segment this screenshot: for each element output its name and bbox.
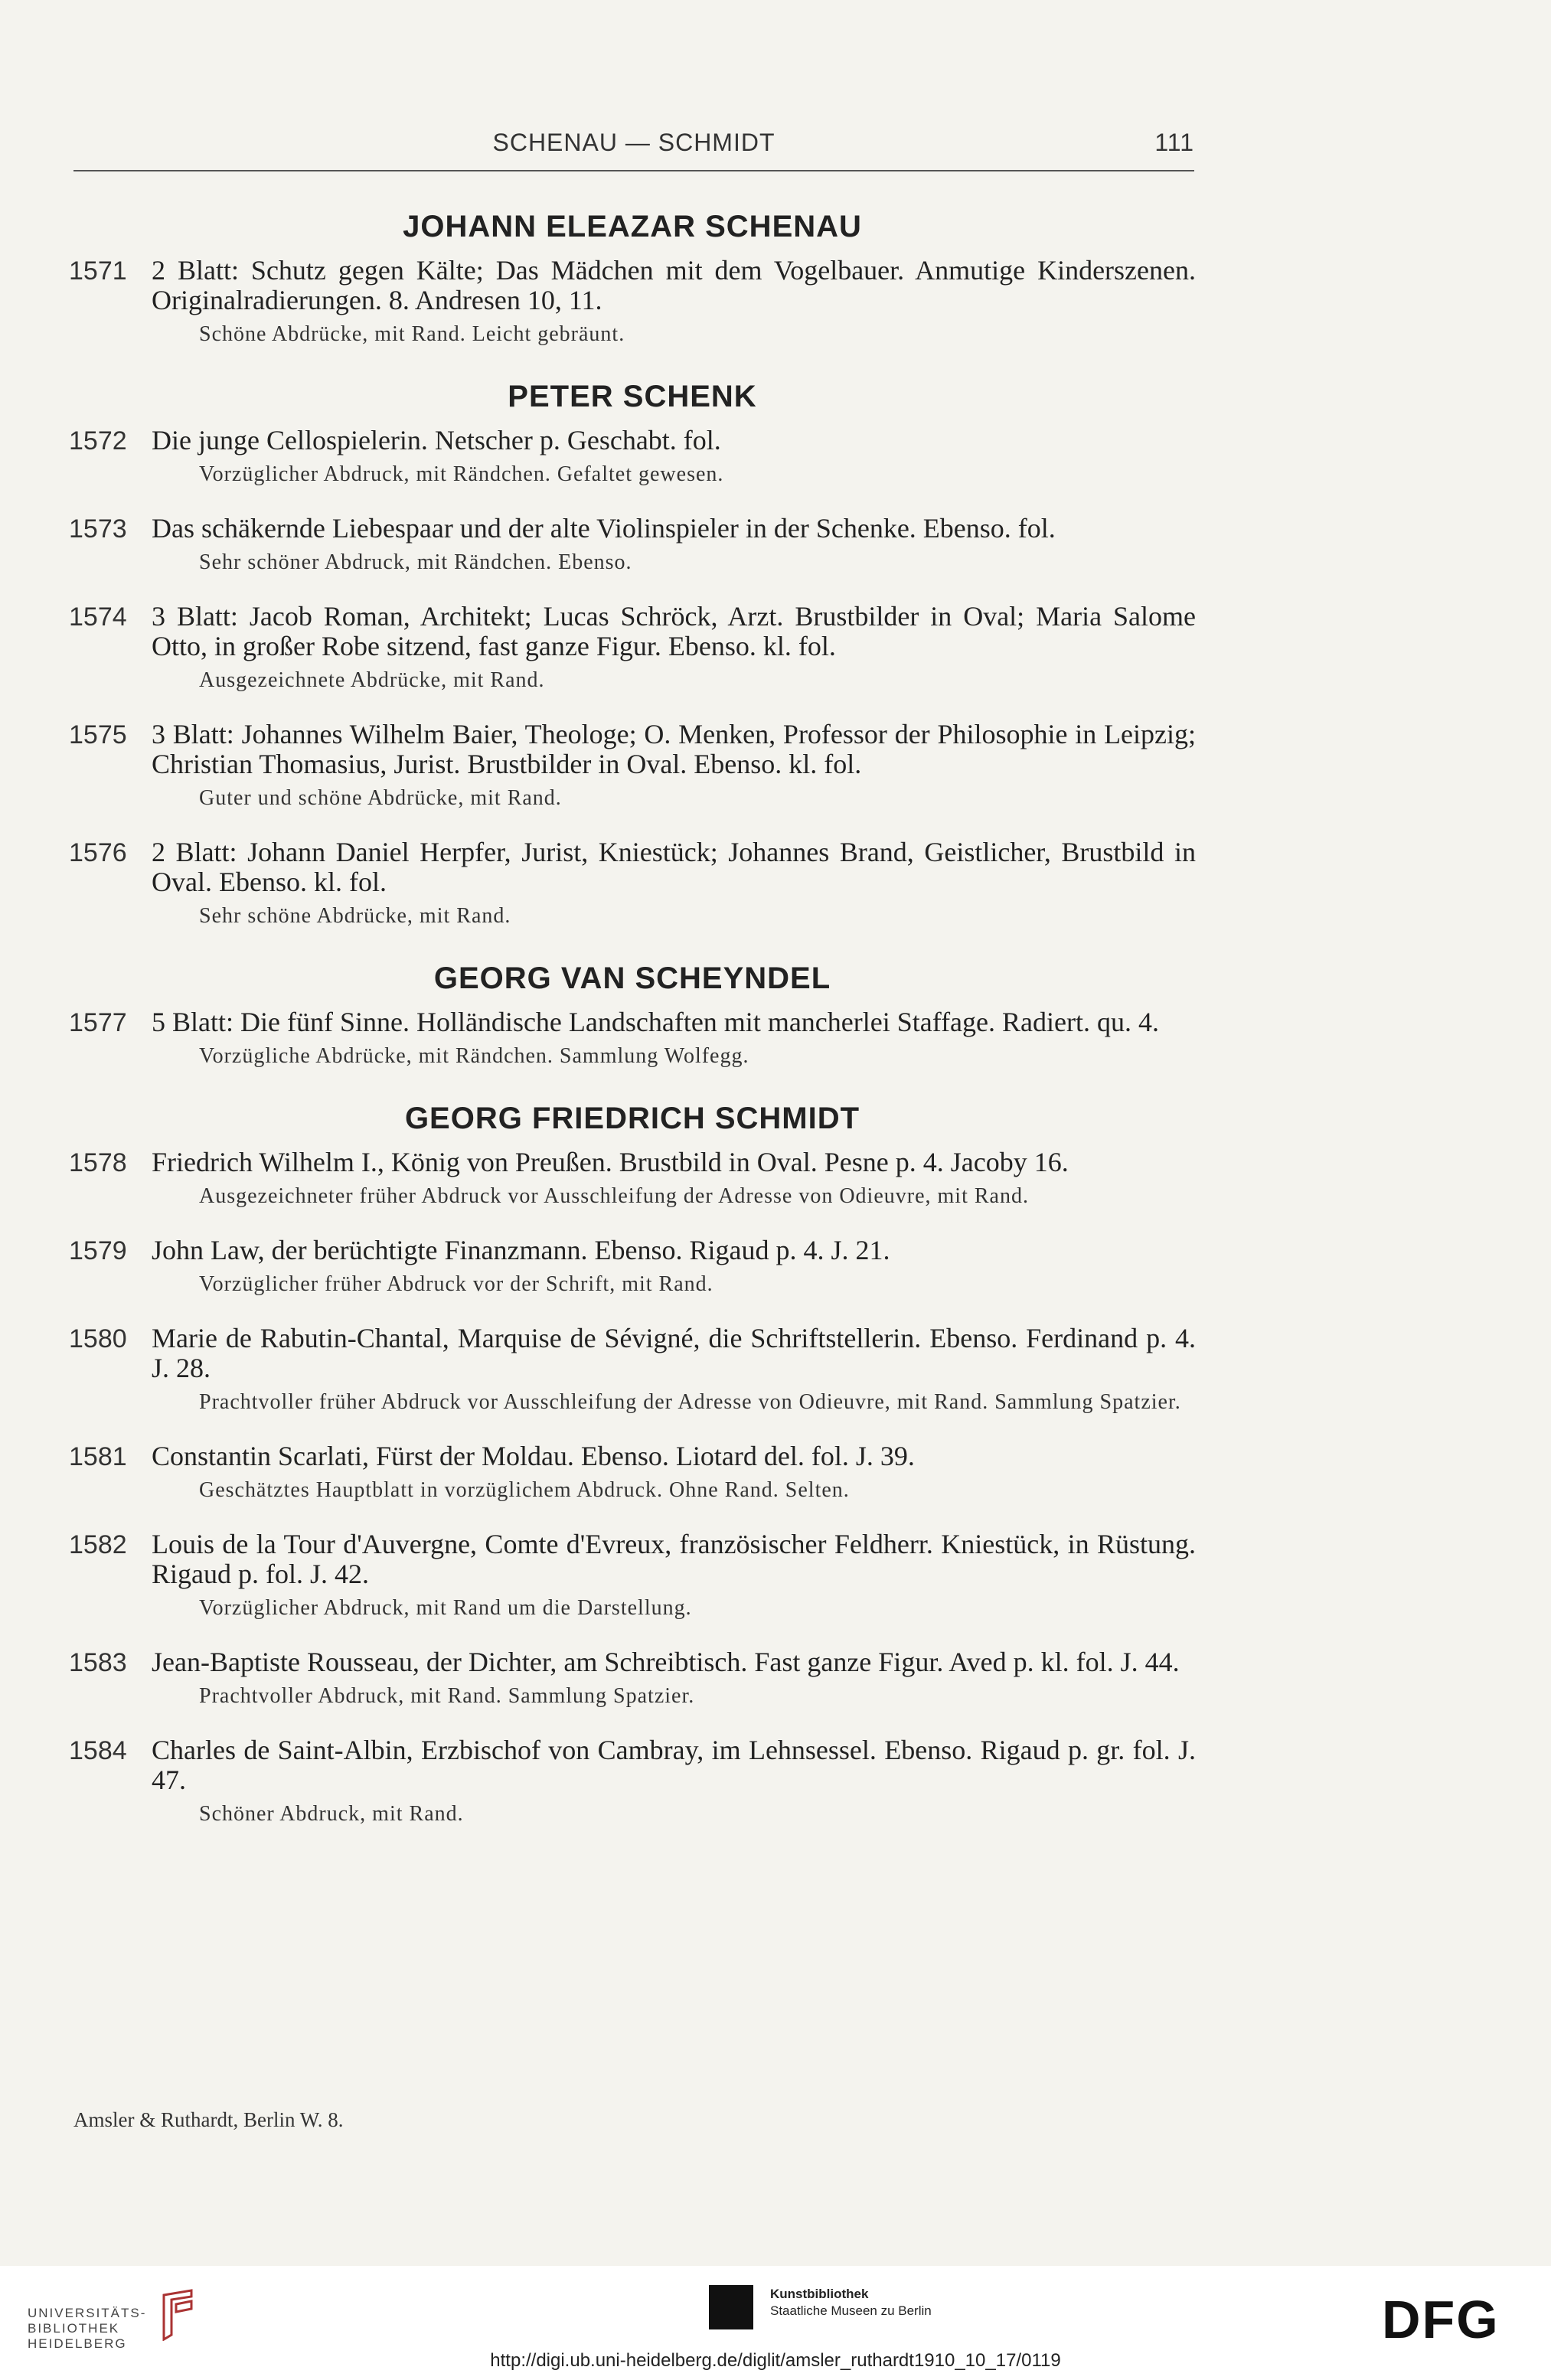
catalog-entry bbox=[69, 514, 1196, 577]
lot-number: 1572 bbox=[69, 426, 127, 455]
condition-note: Sehr schöner Abdruck, mit Rändchen. Ebenso. bbox=[199, 550, 632, 574]
catalog-entry bbox=[69, 720, 1196, 813]
lot-number: 1581 bbox=[69, 1442, 127, 1471]
lot-number: 1582 bbox=[69, 1530, 127, 1559]
condition-note: Guter und schöne Abdrücke, mit Rand. bbox=[199, 786, 562, 810]
artist-heading: GEORG FRIEDRICH SCHMIDT bbox=[404, 1102, 860, 1135]
artist-section bbox=[69, 207, 1196, 349]
artist-section bbox=[69, 377, 1196, 931]
catalog-entry bbox=[69, 837, 1196, 931]
university-line: HEIDELBERG bbox=[28, 2336, 127, 2351]
lot-number: 1580 bbox=[69, 1324, 127, 1353]
condition-note: Prachtvoller Abdruck, mit Rand. Sammlung Spatzier. bbox=[199, 1684, 695, 1708]
lot-description: 2 Blatt: Schutz gegen Kälte; Das Mädchen mit dem Vogelbauer. Anmutige Kinderszenen. Originalradierungen. 8. Andresen 10, 11. bbox=[152, 255, 1196, 315]
condition-note: Vorzüglicher früher Abdruck vor der Schrift, mit Rand. bbox=[199, 1272, 713, 1296]
condition-note: Vorzüglicher Abdruck, mit Rand um die Darstellung. bbox=[199, 1596, 692, 1620]
university-logo-icon bbox=[158, 2289, 198, 2341]
condition-note: Vorzügliche Abdrücke, mit Rändchen. Sammlung Wolfegg. bbox=[199, 1044, 749, 1068]
publisher-imprint: Amsler & Ruthardt, Berlin W. 8. bbox=[73, 2108, 344, 2131]
artist-section bbox=[69, 958, 1196, 1071]
condition-note: Geschätztes Hauptblatt in vorzüglichem Abdruck. Ohne Rand. Selten. bbox=[199, 1478, 850, 1502]
running-title: SCHENAU — SCHMIDT bbox=[492, 129, 776, 156]
condition-note: Schöne Abdrücke, mit Rand. Leicht gebräunt. bbox=[199, 322, 625, 346]
university-library-logo bbox=[28, 2306, 146, 2352]
lot-number: 1578 bbox=[69, 1148, 127, 1177]
lot-number: 1571 bbox=[69, 256, 127, 286]
catalog-content bbox=[69, 207, 1196, 1856]
artist-heading: JOHANN ELEAZAR SCHENAU bbox=[403, 210, 862, 243]
catalog-entry bbox=[69, 1647, 1196, 1711]
lot-description: 3 Blatt: Jacob Roman, Architekt; Lucas Schröck, Arzt. Brustbilder in Oval; Maria Salome Otto, in großer Robe sitzend, fast ganze Figur. Ebenso. kl. fol. bbox=[152, 601, 1196, 661]
lot-number: 1575 bbox=[69, 720, 127, 749]
lot-number: 1573 bbox=[69, 514, 127, 544]
dfg-logo: DFG bbox=[1382, 2290, 1500, 2349]
lot-description: Jean-Baptiste Rousseau, der Dichter, am Schreibtisch. Fast ganze Figur. Aved p. kl. fol. J. 44. bbox=[152, 1647, 1180, 1677]
lot-number: 1583 bbox=[69, 1648, 127, 1677]
lot-description: Charles de Saint-Albin, Erzbischof von Cambray, im Lehnsessel. Ebenso. Rigaud p. gr. fol. J. 47. bbox=[152, 1735, 1196, 1795]
kunstbibliothek-logo-icon bbox=[709, 2285, 753, 2329]
condition-note: Ausgezeichneter früher Abdruck vor Ausschleifung der Adresse von Odieuvre, mit Rand. bbox=[199, 1184, 1029, 1208]
lot-description: Das schäkernde Liebespaar und der alte Violinspieler in der Schenke. Ebenso. fol. bbox=[152, 513, 1056, 544]
university-line: BIBLIOTHEK bbox=[28, 2321, 120, 2336]
catalog-entry bbox=[69, 1735, 1196, 1829]
lot-description: 2 Blatt: Johann Daniel Herpfer, Jurist, Kniestück; Johannes Brand, Geistlicher, Brustbild in Oval. Ebenso. kl. fol. bbox=[152, 837, 1196, 897]
condition-note: Prachtvoller früher Abdruck vor Ausschleifung der Adresse von Odieuvre, mit Rand. Sammlung Spatzier. bbox=[199, 1390, 1181, 1414]
kunstbibliothek-label bbox=[770, 2286, 932, 2320]
lot-description: John Law, der berüchtigte Finanzmann. Ebenso. Rigaud p. 4. J. 21. bbox=[152, 1235, 890, 1265]
condition-note: Ausgezeichnete Abdrücke, mit Rand. bbox=[199, 668, 545, 692]
catalog-entry bbox=[69, 1148, 1196, 1211]
catalog-entry bbox=[69, 1324, 1196, 1417]
artist-heading: GEORG VAN SCHEYNDEL bbox=[433, 961, 831, 995]
artist-section bbox=[69, 1099, 1196, 1829]
condition-note: Sehr schöne Abdrücke, mit Rand. bbox=[199, 904, 511, 928]
lot-description: 3 Blatt: Johannes Wilhelm Baier, Theologe; O. Menken, Professor der Philosophie in Leipzig; Christian Thomasius, Jurist. Brustbilder in Oval. Ebenso. kl. fol. bbox=[152, 719, 1196, 779]
lot-number: 1574 bbox=[69, 602, 127, 632]
lot-description: Friedrich Wilhelm I., König von Preußen. Brustbild in Oval. Pesne p. 4. Jacoby 16. bbox=[152, 1147, 1069, 1177]
lot-description: Die junge Cellospielerin. Netscher p. Geschabt. fol. bbox=[152, 425, 721, 455]
condition-note: Vorzüglicher Abdruck, mit Rändchen. Gefaltet gewesen. bbox=[199, 462, 724, 486]
permalink-url[interactable]: http://digi.ub.uni-heidelberg.de/diglit/amsler_ruthardt1910_10_17/0119 bbox=[490, 2350, 1061, 2371]
lot-description: Marie de Rabutin-Chantal, Marquise de Sévigné, die Schriftstellerin. Ebenso. Ferdinand p. 4. J. 28. bbox=[152, 1323, 1196, 1383]
university-line: UNIVERSITÄTS- bbox=[28, 2306, 147, 2320]
page-number: 111 bbox=[1154, 129, 1194, 156]
catalog-entry bbox=[69, 1441, 1196, 1505]
lot-number: 1577 bbox=[69, 1008, 127, 1037]
lot-description: Louis de la Tour d'Auvergne, Comte d'Evreux, französischer Feldherr. Kniestück, in Rüstung. Rigaud p. fol. J. 42. bbox=[152, 1529, 1196, 1589]
catalog-entry bbox=[69, 602, 1196, 695]
lot-description: 5 Blatt: Die fünf Sinne. Holländische Landschaften mit mancherlei Staffage. Radiert. qu. 4. bbox=[152, 1007, 1159, 1037]
artist-heading: PETER SCHENK bbox=[508, 380, 757, 413]
lot-number: 1584 bbox=[69, 1736, 127, 1765]
catalog-entry bbox=[69, 1007, 1196, 1071]
catalog-entry bbox=[69, 1236, 1196, 1299]
lot-number: 1576 bbox=[69, 838, 127, 867]
catalog-entry bbox=[69, 256, 1196, 349]
catalog-entry bbox=[69, 426, 1196, 489]
header-rule bbox=[73, 170, 1194, 171]
kb-title: Kunstbibliothek bbox=[770, 2287, 869, 2301]
catalog-entry bbox=[69, 1530, 1196, 1623]
kb-subtitle: Staatliche Museen zu Berlin bbox=[770, 2303, 932, 2318]
lot-number: 1579 bbox=[69, 1236, 127, 1265]
lot-description: Constantin Scarlati, Fürst der Moldau. Ebenso. Liotard del. fol. J. 39. bbox=[152, 1441, 915, 1471]
condition-note: Schöner Abdruck, mit Rand. bbox=[199, 1802, 464, 1826]
